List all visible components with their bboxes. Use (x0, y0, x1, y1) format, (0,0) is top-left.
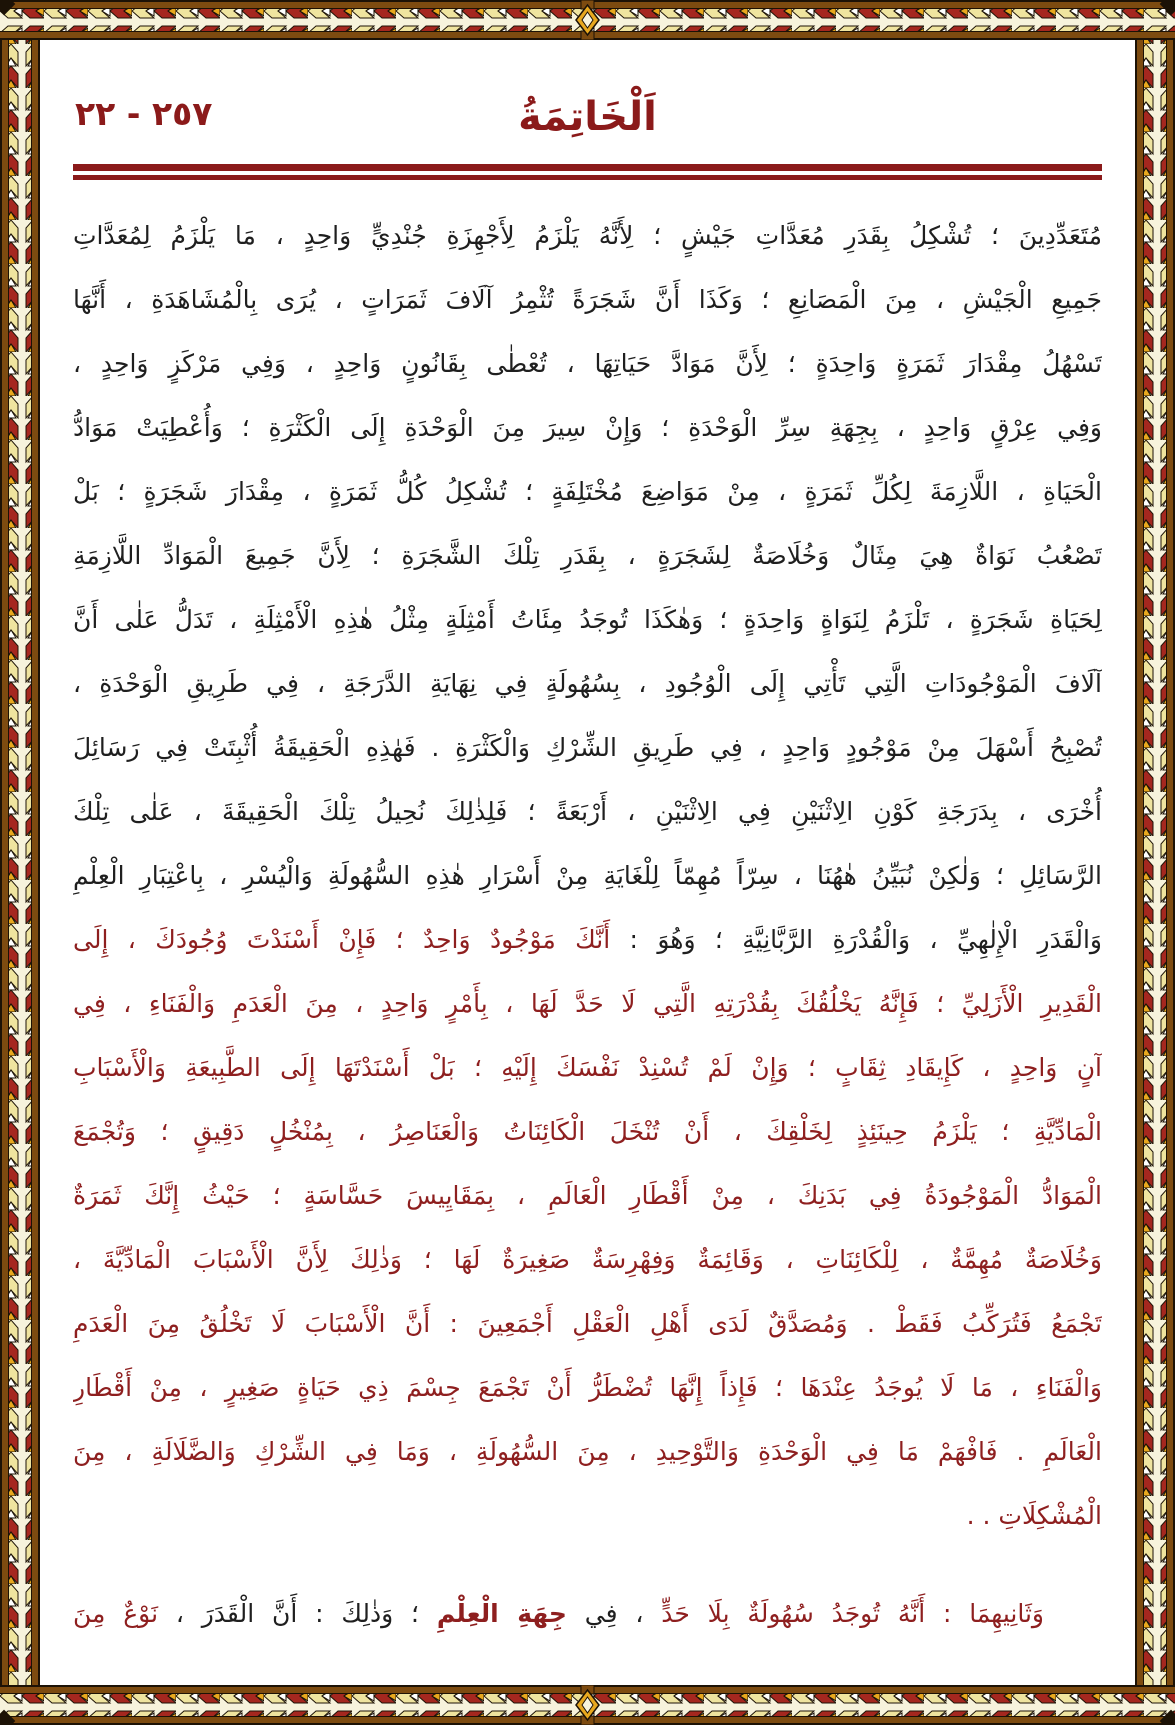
text-segment: نَوْعٌ مِنَ (73, 1599, 159, 1628)
page-number: ٢٥٧ - ٢٢ (75, 94, 213, 133)
ornamental-border-top (0, 0, 1175, 40)
text-segment: تَصْعُبُ نَوَاةٌ هِيَ مِثَالٌ وَخُلَاصَةٌ لِشَجَرَةٍ ، بِقَدَرِ تِلْكَ الشَّجَرَةِ ؛ لِأَنَّ جَمِيعَ الْمَوَادِّ اللَّازِمَةِ (73, 541, 1102, 570)
text-line (73, 332, 1102, 396)
text-segment: آنٍ وَاحِدٍ ، كَإِيقَادِ ثِقَابٍ ؛ وَإِنْ لَمْ تُسْنِدْ نَفْسَكَ إِلَيْهِ ؛ بَلْ أَسْنَدْتَهَا إِلَى الطَّبِيعَةِ وَالْأَسْبَابِ (73, 1053, 1102, 1082)
text-line (73, 652, 1102, 716)
text-line (73, 844, 1102, 908)
text-segment: الْمَادِّيَّةِ ؛ يَلْزَمُ حِينَئِذٍ لِخَلْقِكَ ، أَنْ تُنْخَلَ الْكَائِنَاتُ وَالْعَنَاصِرُ ، بِمُنْخُلٍ دَقِيقٍ ؛ وَتُجْمَعَ (73, 1117, 1102, 1146)
text-segment: الْقَدِيرِ الْأَزَلِيِّ ؛ فَإِنَّهُ يَخْلُقُكَ بِقُدْرَتِهِ الَّتِي لَا حَدَّ لَهَا ، بِأَمْرٍ وَاحِدٍ ، مِنَ الْعَدَمِ وَالْفَنَاءِ ، فِي (73, 989, 1102, 1018)
text-line (73, 1484, 1102, 1548)
title-divider-rule (73, 164, 1102, 180)
divider-bar-bottom (73, 175, 1102, 180)
text-segment: ، فِي (566, 1599, 644, 1628)
text-line (73, 588, 1102, 652)
text-line (73, 204, 1102, 268)
text-line (73, 460, 1102, 524)
text-segment: الْمَوَادُّ الْمَوْجُودَةُ فِي بَدَنِكَ ، مِنْ أَقْطَارِ الْعَالَمِ ، بِمَقَايِيسَ حَسَّاسَةٍ ؛ حَيْثُ إِنَّكَ ثَمَرَةٌ (73, 1181, 1102, 1210)
text-line (73, 524, 1102, 588)
text-segment: الْعَالَمِ . فَافْهَمْ مَا فِي الْوَحْدَةِ وَالتَّوْحِيدِ ، مِنَ السُّهُولَةِ ، وَمَا فِي الشِّرْكِ وَالضَّلَالَةِ ، مِنَ (73, 1437, 1102, 1466)
text-line (73, 1292, 1102, 1356)
text-segment: لِحَيَاةِ شَجَرَةٍ ، تَلْزَمُ لِنَوَاةٍ وَاحِدَةٍ ؛ وَهٰكَذَا تُوجَدُ مِئَاتُ أَمْثِلَةٍ مِثْلُ هٰذِهِ الْأَمْثِلَةِ ، تَدَلُّ عَلٰى أَنَّ (73, 605, 1102, 634)
ornamental-border-left (0, 0, 40, 1725)
text-line (73, 1582, 1102, 1646)
ornamental-border-bottom (0, 1685, 1175, 1725)
body-text (73, 204, 1102, 1646)
text-line (73, 972, 1102, 1036)
text-line (73, 780, 1102, 844)
text-line (73, 908, 1102, 972)
text-segment: وَالْفَنَاءِ ، مَا لَا يُوجَدُ عِنْدَهَا ؛ فَإِذاً إِنَّهَا تُضْطَرُّ أَنْ تَجْمَعَ جِسْمَ ذِي حَيَاةٍ صَغِيرٍ ، مِنْ أَقْطَارِ (73, 1373, 1102, 1402)
text-segment: الْحَيَاةِ ، اللَّازِمَةَ لِكُلِّ ثَمَرَةٍ ، مِنْ مَوَاضِعَ مُخْتَلِفَةٍ ؛ تُشْكِلُ كُلُّ ثَمَرَةٍ ، مِقْدَارَ شَجَرَةٍ ؛ بَلْ (73, 477, 1102, 506)
text-line (73, 716, 1102, 780)
page-title: اَلْخَاتِمَةُ (518, 94, 657, 140)
text-line (73, 1420, 1102, 1484)
text-segment: أُخْرَى ، بِدَرَجَةِ كَوْنِ الِاثْنَيْنِ فِي الِاثْنَيْنِ ، أَرْبَعَةً ؛ فَلِذٰلِكَ نُحِيلُ تِلْكَ الْحَقِيقَةَ ، عَلٰى تِلْكَ (73, 797, 1102, 826)
text-segment: جَمِيعِ الْجَيْشِ ، مِنَ الْمَصَانِعِ ؛ وَكَذَا أَنَّ شَجَرَةً تُثْمِرُ آلَافَ ثَمَرَاتٍ ، يُرَى بِالْمُشَاهَدَةِ ، أَنَّهَا (73, 285, 1102, 314)
page-content (40, 40, 1135, 1685)
text-segment: تَسْهُلُ مِقْدَارَ ثَمَرَةٍ وَاحِدَةٍ ؛ لِأَنَّ مَوَادَّ حَيَاتِهَا ، تُعْطٰى بِقَانُونٍ وَاحِدٍ ، وَفِي مَرْكَزٍ وَاحِدٍ ، (73, 349, 1102, 378)
ornamental-border-right (1135, 0, 1175, 1725)
text-segment: وَفِي عِرْقٍ وَاحِدٍ ، بِجِهَةِ سِرِّ الْوَحْدَةِ ؛ وَإِنْ سِيرَ مِنَ الْوَحْدَةِ إِلَى الْكَثْرَةِ ؛ وَأُعْطِيَتْ مَوَادُّ (73, 413, 1102, 442)
text-segment: آلَافَ الْمَوْجُودَاتِ الَّتِي تَأْتِي إِلَى الْوُجُودِ ، بِسُهُولَةٍ فِي نِهَايَةِ الدَّرَجَةِ ، فِي طَرِيقِ الْوَحْدَةِ ، (73, 669, 1102, 698)
text-segment: وَخُلَاصَةٌ مُهِمَّةٌ ، لِلْكَائِنَاتِ ، وَقَائِمَةٌ وَفِهْرِسَةٌ صَغِيرَةٌ لَهَا ؛ وَذٰلِكَ لِأَنَّ الْأَسْبَابَ الْمَادِّيَّةَ ، (73, 1245, 1102, 1274)
text-segment: الْمُشْكِلَاتِ . . (966, 1501, 1102, 1530)
text-segment: تُصْبِحُ أَسْهَلَ مِنْ مَوْجُودٍ وَاحِدٍ ، فِي طَرِيقِ الشِّرْكِ وَالْكَثْرَةِ . فَهٰذِهِ الْحَقِيقَةُ أُثْبِتَتْ فِي رَسَائِلَ (73, 733, 1102, 762)
text-line (73, 268, 1102, 332)
text-segment: وَثَانِيهِمَا : أَنَّهُ تُوجَدُ سُهُولَةٌ بِلَا حَدٍّ (643, 1599, 1044, 1628)
text-segment: وَالْقَدَرِ الْإِلٰهِيِّ ، وَالْقُدْرَةِ الرَّبَّانِيَّةِ ؛ وَهُوَ : (610, 925, 1102, 954)
text-line (73, 1228, 1102, 1292)
text-segment: تَجْمَعُ فَتُرَكِّبُ فَقَطْ . وَمُصَدَّقٌ لَدَى أَهْلِ الْعَقْلِ أَجْمَعِينَ : أَنَّ الْأَسْبَابَ لَا تَخْلُقُ مِنَ الْعَدَمِ (73, 1309, 1102, 1338)
text-segment: الرَّسَائِلِ ؛ وَلٰكِنْ نُبَيِّنُ هٰهُنَا ، سِرّاً مُهِمّاً لِلْغَايَةِ مِنْ أَسْرَارِ هٰذِهِ السُّهُولَةِ وَالْيُسْرِ ، بِاعْتِبَارِ الْعِلْمِ (73, 861, 1102, 890)
text-line (73, 396, 1102, 460)
text-line (73, 1100, 1102, 1164)
text-segment: أَنَّكَ مَوْجُودٌ وَاحِدٌ ؛ فَإِنْ أَسْنَدْتَ وُجُودَكَ ، إِلَى (73, 925, 611, 954)
text-line (73, 1356, 1102, 1420)
text-segment: ؛ وَذٰلِكَ : أَنَّ الْقَدَرَ ، (158, 1599, 437, 1628)
page-header (73, 82, 1102, 152)
text-segment: مُتَعَدِّدِينَ ؛ تُشْكِلُ بِقَدَرِ مُعَدَّاتِ جَيْشٍ ؛ لِأَنَّهُ يَلْزَمُ لِأَجْهِزَةِ جُنْدِيٍّ وَاحِدٍ ، مَا يَلْزَمُ لِمُعَدَّاتِ (73, 221, 1102, 250)
text-line (73, 1164, 1102, 1228)
text-line (73, 1036, 1102, 1100)
text-segment: جِهَةِ الْعِلْمِ (436, 1599, 567, 1628)
divider-bar-top (73, 164, 1102, 171)
